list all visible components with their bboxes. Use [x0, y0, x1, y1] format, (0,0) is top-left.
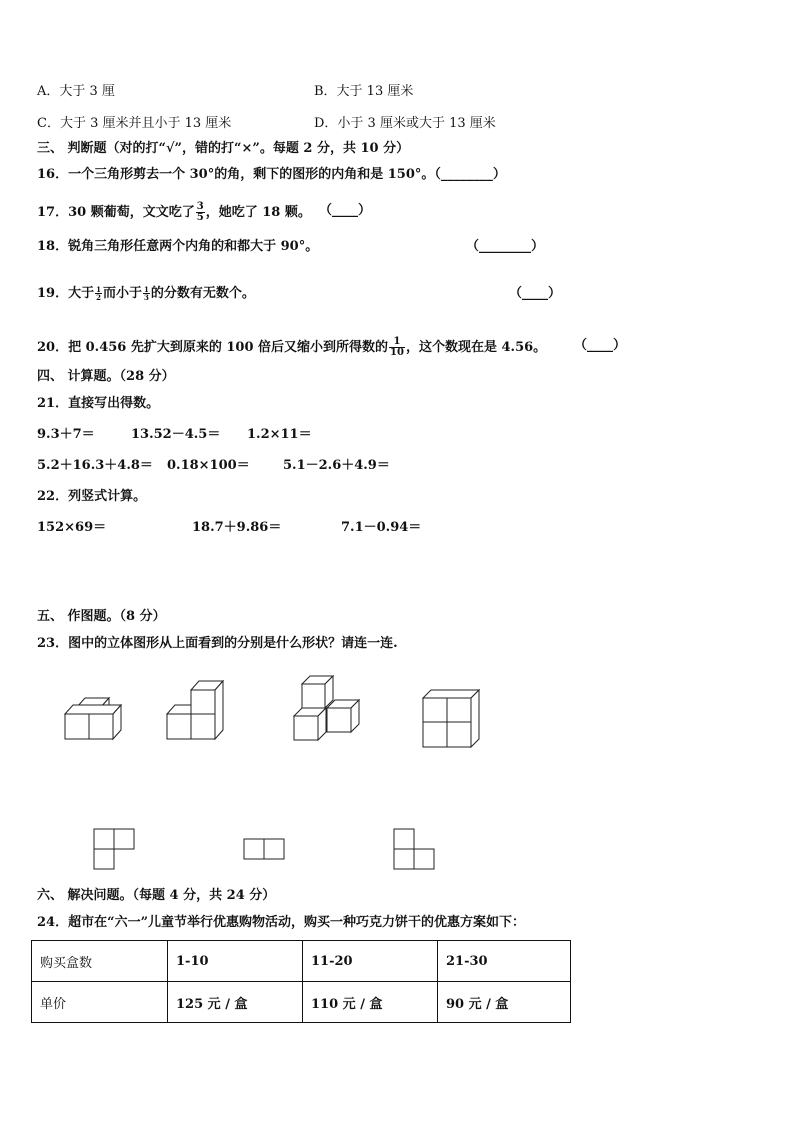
fraction-denominator: 2	[96, 293, 101, 302]
table-header-cell: 11-20	[303, 941, 438, 982]
question-18: 18．锐角三角形任意两个内角的和都大于 90°。	[37, 239, 319, 254]
table-header-cell: 21-30	[438, 941, 571, 982]
calc-item: 1.2×11＝	[247, 427, 312, 442]
question-18-blank[interactable]: （________）	[466, 239, 545, 254]
cube-figure-3	[289, 674, 365, 748]
fraction-denominator: 10	[390, 347, 404, 358]
fraction-numerator: 1	[389, 337, 405, 348]
question-22-title: 22．列竖式计算。	[37, 489, 147, 504]
section-6-title: 六、 解决问题。（每题 4 分，共 24 分）	[37, 888, 276, 903]
question-17	[37, 202, 311, 223]
table-cell: 单价	[32, 982, 168, 1023]
question-23: 23．图中的立体图形从上面看到的分别是什么形状？请连一连.	[37, 636, 398, 651]
option-d: D．小于 3 厘米或大于 13 厘米	[314, 116, 496, 131]
vertical-calc-item: 152×69＝	[37, 520, 107, 535]
calc-item: 5.2＋16.3＋4.8＝	[37, 458, 153, 473]
table-row	[32, 982, 571, 1023]
question-19-mid: 而小于	[102, 286, 142, 301]
question-16: 16．一个三角形剪去一个 30°的角，剩下的图形的内角和是 150°。（________）	[37, 167, 506, 182]
question-17-blank[interactable]: （____）	[319, 203, 372, 218]
question-20	[37, 337, 546, 358]
fraction-one-tenth	[389, 337, 405, 358]
calc-item: 5.1－2.6＋4.9＝	[283, 458, 390, 473]
option-a: A．大于 3 厘	[37, 84, 115, 99]
table-row	[32, 941, 571, 982]
question-24: 24．超市在“六一”儿童节举行优惠购物活动，购买一种巧克力饼干的优惠方案如下：	[37, 915, 526, 930]
calc-item: 9.3＋7＝	[37, 427, 95, 442]
fraction-numerator: 1	[143, 285, 149, 294]
table-cell: 125 元 / 盒	[168, 982, 303, 1023]
cube-figure-2	[162, 680, 232, 746]
fraction-one-half	[95, 286, 102, 301]
vertical-calc-item: 7.1－0.94＝	[341, 520, 422, 535]
question-19	[37, 285, 255, 303]
cube-figure-1	[60, 692, 130, 746]
top-view-1	[92, 826, 138, 872]
question-20-pre: 20．把 0.456 先扩大到原来的 100 倍后又缩小到所得数的	[37, 340, 389, 355]
section-3-title: 三、 判断题（对的打“√”，错的打“×”。每题 2 分，共 10 分）	[37, 141, 410, 156]
table-cell: 110 元 / 盒	[303, 982, 438, 1023]
question-19-blank[interactable]: （____）	[509, 286, 562, 301]
top-view-2	[242, 836, 288, 862]
calc-item: 0.18×100＝	[167, 458, 250, 473]
vertical-calc-item: 18.7＋9.86＝	[192, 520, 282, 535]
option-c: C．大于 3 厘米并且小于 13 厘米	[37, 116, 232, 131]
section-4-title: 四、 计算题。（28 分）	[37, 369, 175, 384]
question-20-blank[interactable]: （____）	[574, 338, 627, 353]
table-header-cell: 1-10	[168, 941, 303, 982]
table-cell: 90 元 / 盒	[438, 982, 571, 1023]
cube-figure-4	[418, 686, 486, 750]
section-5-title: 五、 作图题。（8 分）	[37, 609, 166, 624]
price-table	[31, 940, 571, 1023]
table-header-cell: 购买盒数	[32, 941, 168, 982]
question-19-pre: 19．大于	[37, 286, 95, 301]
question-17-pre: 17．30 颗葡萄，文文吃了	[37, 205, 195, 220]
fraction-three-fifths	[196, 202, 205, 223]
calc-item: 13.52－4.5＝	[131, 427, 221, 442]
fraction-numerator: 1	[96, 285, 101, 294]
fraction-denominator: 3	[143, 293, 149, 302]
fraction-numerator: 3	[196, 201, 204, 212]
fraction-one-third	[143, 286, 150, 301]
top-view-3	[392, 826, 438, 872]
question-21-title: 21．直接写出得数。	[37, 396, 160, 411]
question-19-post: 的分数有无数个。	[150, 286, 255, 301]
question-20-post: ，这个数现在是 4.56。	[405, 340, 547, 355]
option-b: B．大于 13 厘米	[314, 84, 414, 99]
fraction-denominator: 5	[196, 212, 204, 223]
question-17-post: ，她吃了 18 颗。	[205, 205, 311, 220]
